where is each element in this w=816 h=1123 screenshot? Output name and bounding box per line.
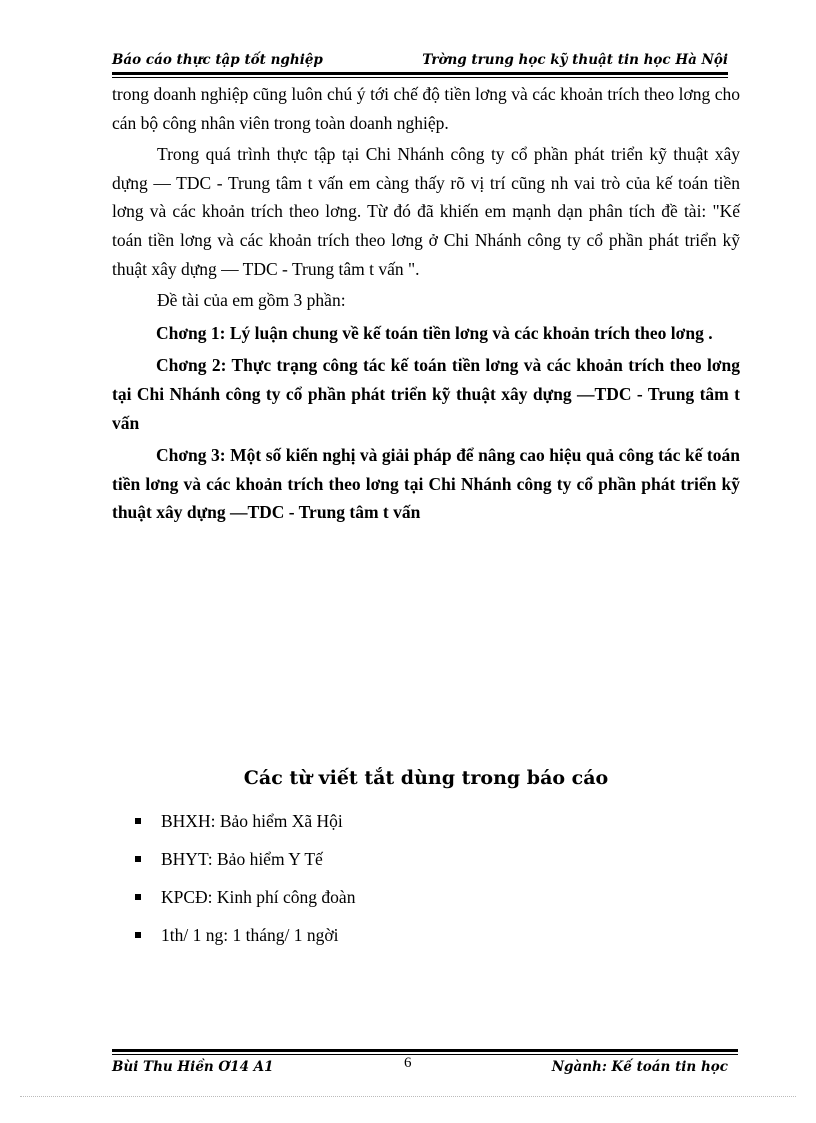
abbreviation-text: KPCĐ: Kinh phí công đoàn: [161, 887, 356, 907]
footer-major: Ngành: Kế toán tin học: [551, 1059, 728, 1075]
list-item: [135, 845, 355, 883]
footer-author: Bùi Thu Hiền Ơ14 A1: [112, 1059, 274, 1075]
square-bullet-icon: [135, 856, 141, 862]
page-number: 6: [404, 1055, 412, 1071]
list-item: [135, 883, 355, 921]
footer-rule-thin: [112, 1054, 738, 1055]
header-school-name: Trờng trung học kỹ thuật tin học Hà Nội: [422, 52, 728, 68]
abbreviation-text: BHXH: Bảo hiểm Xã Hội: [161, 811, 343, 831]
abbreviations-list: [135, 807, 355, 959]
square-bullet-icon: [135, 894, 141, 900]
paragraph: Trong quá trình thực tập tại Chi Nhánh công ty cổ phần phát triển kỹ thuật xây dựng — TDC - Trung tâm t vấn em càng thấy rõ vị trí cũng nh vai trò của kế toán tiền lơng và các khoản trích theo lơng. Từ đó đã khiến em mạnh dạn phân tích đề tài: "Kế toán tiền lơng và các khoản trích theo lơng ở Chi Nhánh công ty cổ phần phát triển kỹ thuật xây dựng — TDC - Trung tâm t vấn ".: [112, 144, 740, 279]
square-bullet-icon: [135, 818, 141, 824]
abbreviation-text: 1th/ 1 ng: 1 tháng/ 1 ngời: [161, 925, 339, 945]
paragraph: Đề tài của em gồm 3 phần:: [157, 290, 346, 311]
header-rule-thick: [112, 72, 728, 75]
chapter-3: Chơng 3: Một số kiến nghị và giải pháp để nâng cao hiệu quả công tác kế toán tiền lơng và các khoản trích theo lơng tại Chi Nhánh công ty cổ phần phát triển kỹ thuật xây dựng —TDC - Trung tâm t vấn: [112, 445, 740, 523]
abbreviations-title: Các từ viết tắt dùng trong báo cáo: [243, 767, 609, 789]
list-item: [135, 921, 355, 959]
page-footer: [112, 1057, 728, 1077]
page-bottom-dotted-line: [20, 1096, 796, 1097]
paragraph: trong doanh nghiệp cũng luôn chú ý tới chế độ tiền lơng và các khoản trích theo lơng cho cán bộ công nhân viên trong toàn doanh nghiệp.: [112, 84, 740, 133]
chapter-2: Chơng 2: Thực trạng công tác kế toán tiền lơng và các khoản trích theo lơng tại Chi Nhánh công ty cổ phần phát triển kỹ thuật xây dựng —TDC - Trung tâm t vấn: [112, 355, 740, 433]
list-item: [135, 807, 355, 845]
header-rule-thin: [112, 77, 728, 78]
page-header: [112, 52, 728, 72]
body-text: [112, 80, 740, 527]
header-report-title: Báo cáo thực tập tốt nghiệp: [112, 52, 323, 68]
abbreviation-text: BHYT: Bảo hiểm Y Tế: [161, 849, 323, 869]
footer-rule-thick: [112, 1049, 738, 1052]
chapter-1: Chơng 1: Lý luận chung về kế toán tiền lơng và các khoản trích theo lơng .: [156, 322, 713, 343]
square-bullet-icon: [135, 932, 141, 938]
